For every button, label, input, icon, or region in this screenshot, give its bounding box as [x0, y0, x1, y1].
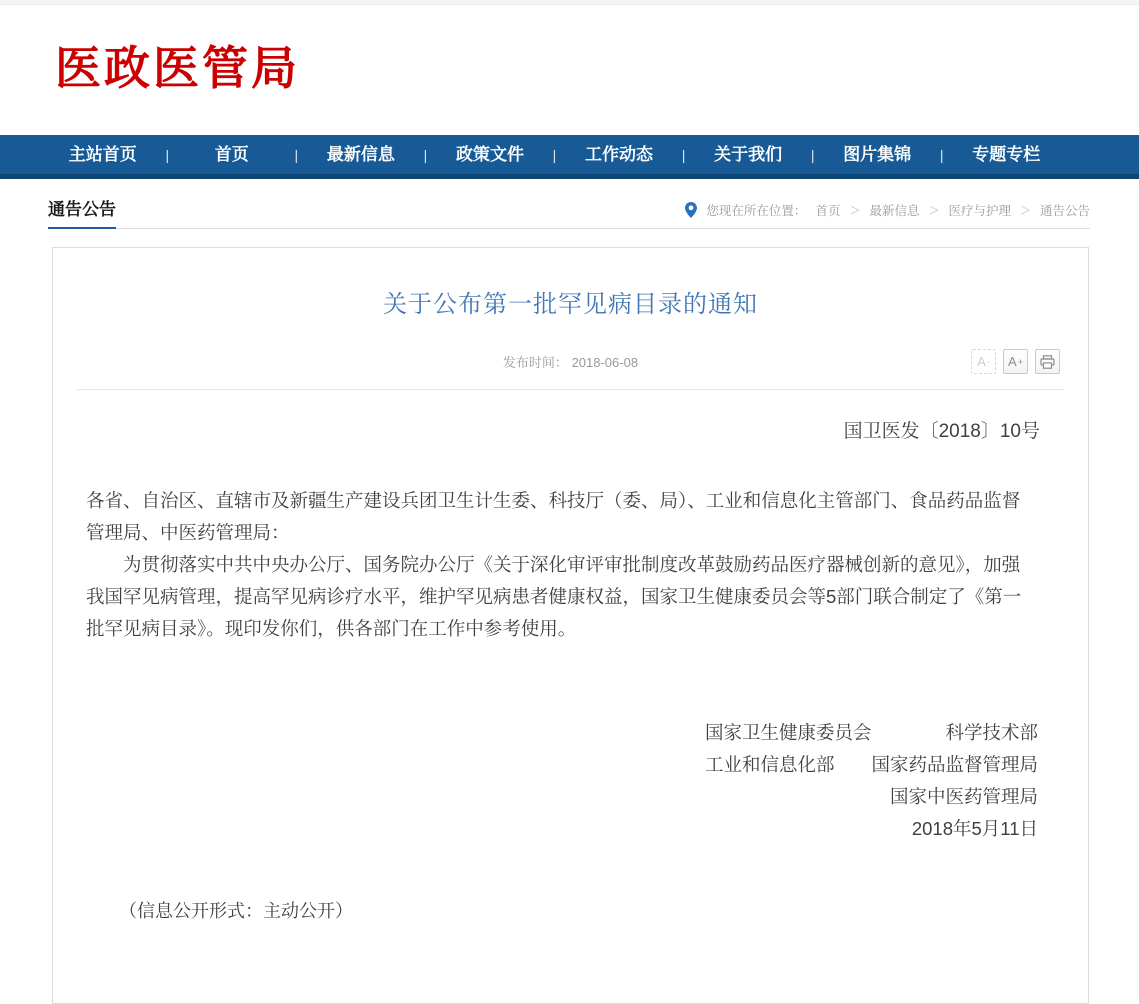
nav-separator: | [552, 146, 557, 163]
font-decrease-sign: - [986, 356, 990, 367]
publish-date-value: 2018-06-08 [571, 355, 639, 370]
disclosure-note: （信息公开形式：主动公开） [119, 901, 353, 921]
breadcrumb-separator: ＞ [928, 205, 940, 217]
publish-date [53, 349, 1088, 377]
breadcrumb-item-home[interactable]: 首页 [815, 204, 841, 218]
font-increase-letter: A [1008, 354, 1017, 369]
nav-separator: | [423, 146, 428, 163]
article-meta-row [53, 349, 1088, 377]
nav-item-main-home[interactable]: 主站首页 [68, 145, 137, 164]
font-increase-button[interactable] [1003, 349, 1028, 374]
location-label: 您现在所在位置： [706, 204, 807, 218]
nav-item-home[interactable]: 首页 [214, 145, 249, 164]
article-box [52, 247, 1089, 1004]
breadcrumb [685, 201, 1090, 228]
article-toolbar [971, 349, 1060, 374]
nav-item-work-updates[interactable]: 工作动态 [585, 145, 654, 164]
site-logo[interactable]: 医政医管局 [55, 42, 300, 94]
nav-item-policy-documents[interactable]: 政策文件 [455, 145, 524, 164]
nav-separator: | [294, 146, 299, 163]
title-divider [77, 389, 1064, 390]
nav-separator: | [939, 146, 944, 163]
nav-item-photo-gallery[interactable]: 图片集锦 [843, 145, 912, 164]
font-increase-sign: + [1017, 356, 1023, 367]
location-pin-icon [685, 202, 697, 218]
signature-line-3: 国家中医药管理局 [889, 786, 1038, 807]
nav-separator: | [810, 146, 815, 163]
nav-separator: | [165, 146, 170, 163]
publish-date-label: 发布时间： [502, 355, 568, 370]
body-paragraph: 为贯彻落实中共中央办公厅、国务院办公厅《关于深化审评审批制度改革鼓励药品医疗器械创新的意见》，加强我国罕见病管理，提高罕见病诊疗水平，维护罕见病患者健康权益，国家卫生健康委员会等5部门联合制定了《第一批罕见病目录》。现印发你们，供各部门在工作中参考使用。 [86, 554, 1022, 639]
font-decrease-button[interactable] [971, 349, 996, 374]
article-body [53, 485, 1088, 645]
breadcrumb-separator: ＞ [849, 205, 861, 217]
breadcrumb-bar [48, 195, 1090, 229]
nav-separator: | [681, 146, 686, 163]
font-decrease-letter: A [977, 354, 986, 369]
document-number: 国卫医发〔2018〕10号 [843, 421, 1040, 442]
signature-block [53, 717, 1088, 845]
signature-date: 2018年5月11日 [911, 818, 1038, 839]
article-title: 关于公布第一批罕见病目录的通知 [383, 291, 758, 318]
section-title: 通告公告 [48, 195, 116, 229]
site-header [0, 5, 1139, 135]
breadcrumb-item-notices[interactable]: 通告公告 [1039, 204, 1090, 218]
breadcrumb-item-latest-news[interactable]: 最新信息 [869, 204, 920, 218]
nav-item-special-topics[interactable]: 专题专栏 [972, 145, 1041, 164]
nav-item-about-us[interactable]: 关于我们 [714, 145, 783, 164]
printer-icon [1040, 355, 1055, 369]
signature-line-1: 国家卫生健康委员会 科学技术部 [704, 722, 1038, 743]
breadcrumb-item-medical-care[interactable]: 医疗与护理 [948, 204, 1011, 218]
nav-item-latest-news[interactable]: 最新信息 [326, 145, 395, 164]
print-button[interactable] [1035, 349, 1060, 374]
salutation-paragraph: 各省、自治区、直辖市及新疆生产建设兵团卫生计生委、科技厅（委、局）、工业和信息化主管部门、食品药品监督管理局、中医药管理局： [86, 490, 1021, 543]
main-nav [0, 135, 1139, 179]
signature-line-2: 工业和信息化部 国家药品监督管理局 [704, 754, 1038, 775]
breadcrumb-separator: ＞ [1019, 205, 1031, 217]
